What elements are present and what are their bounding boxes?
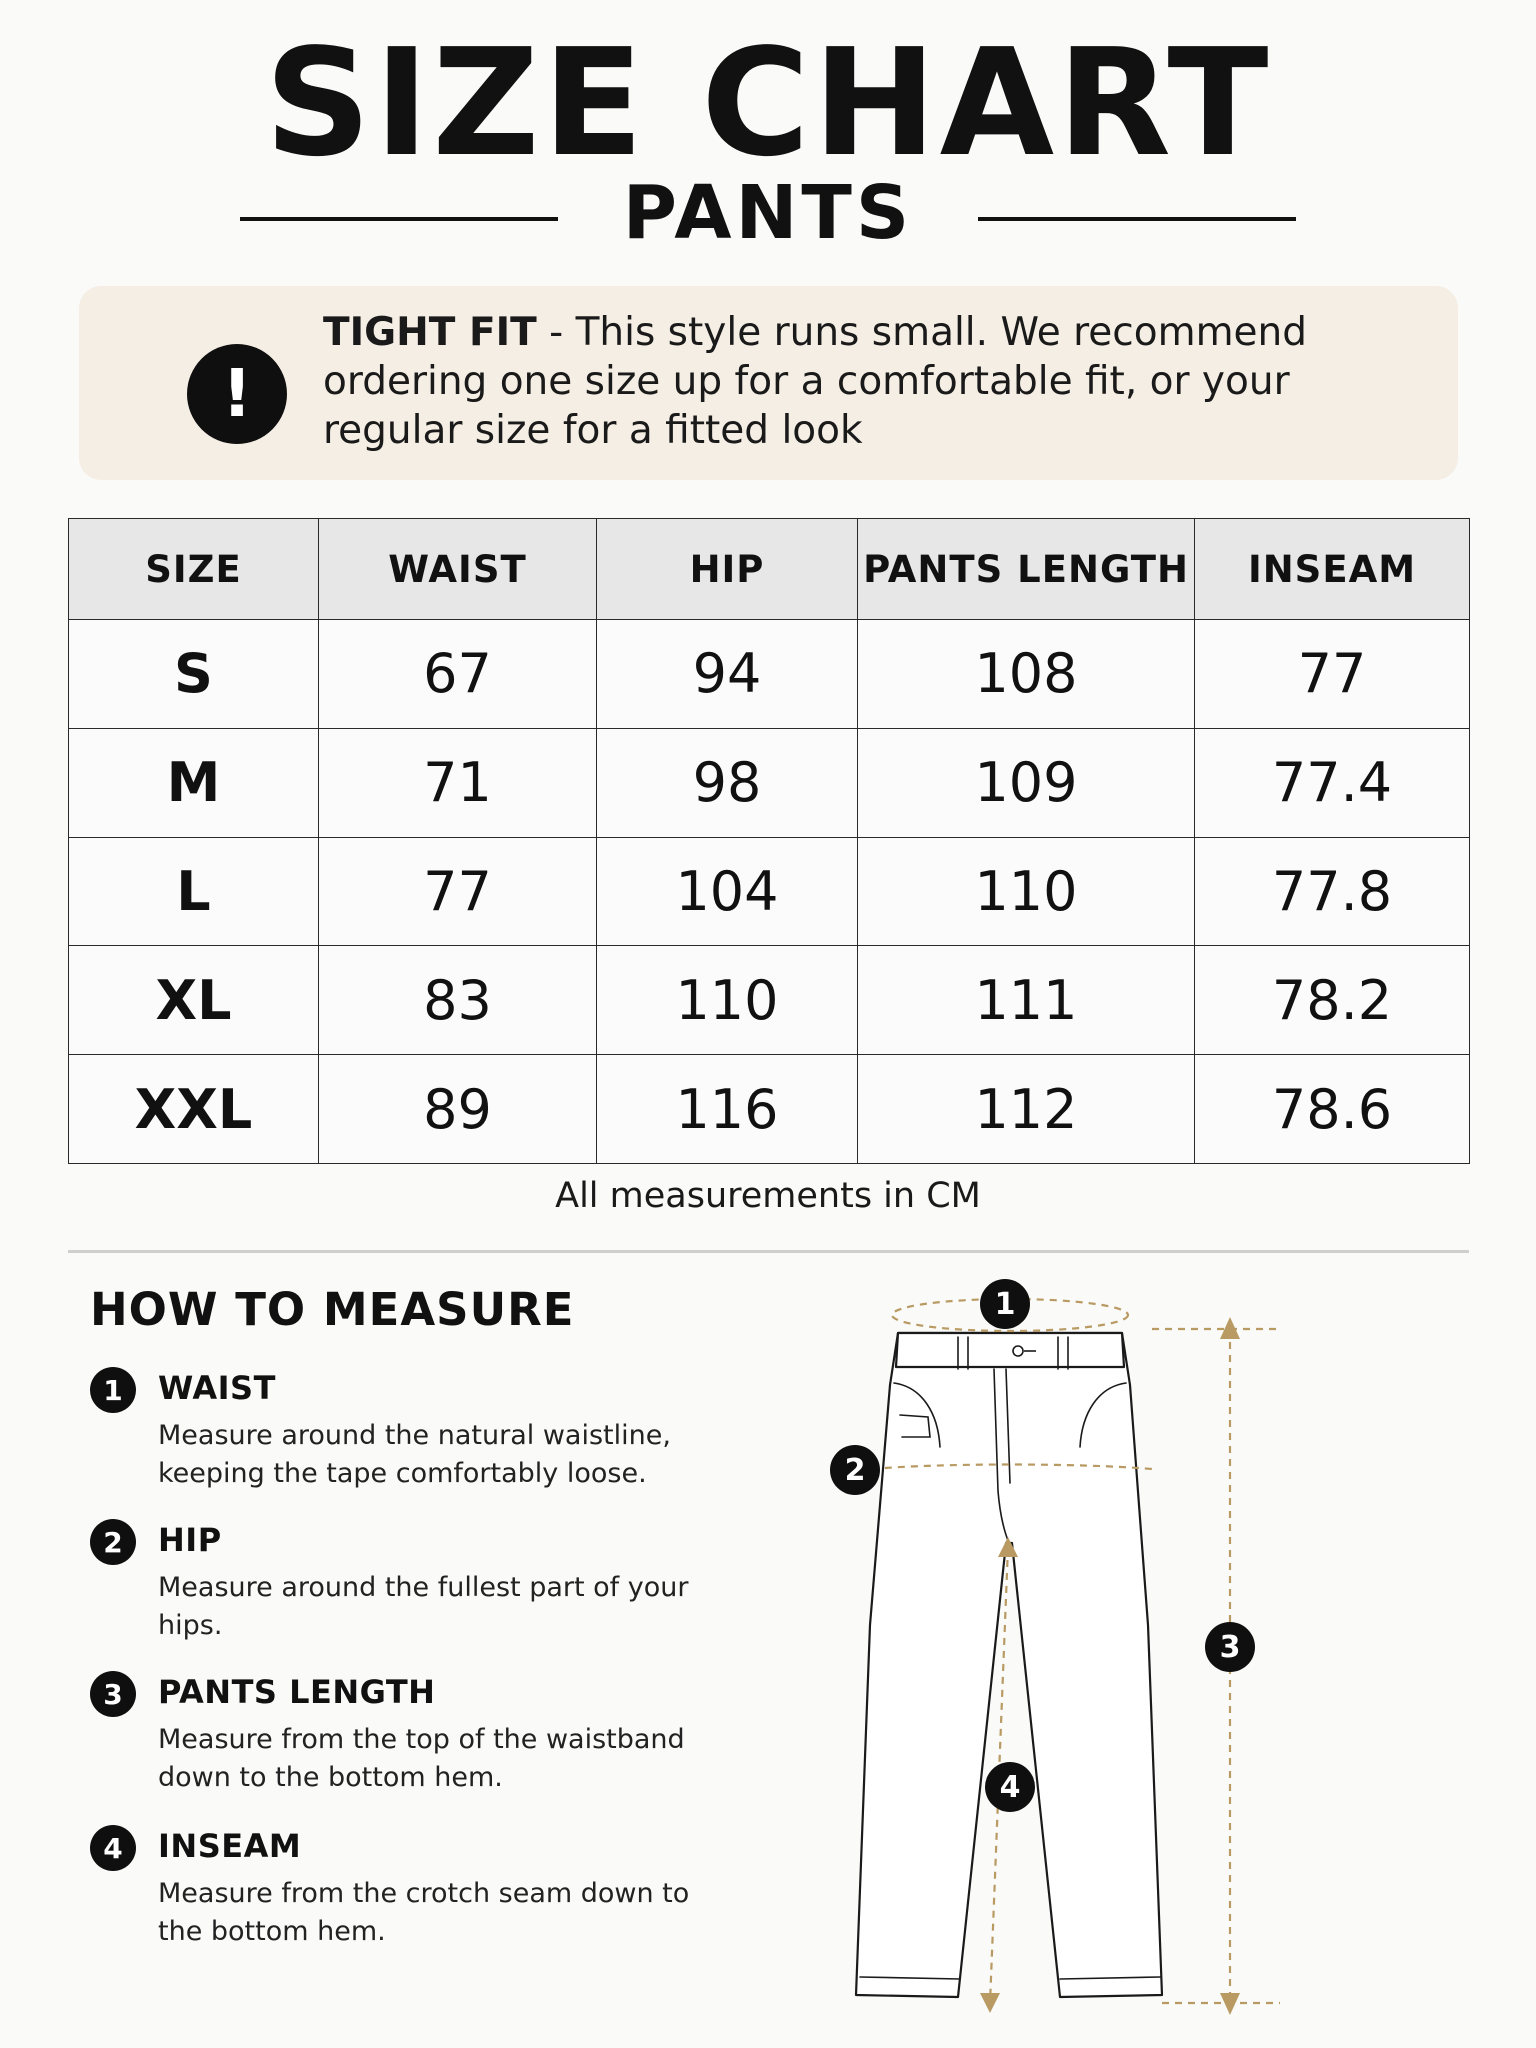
step-title: HIP <box>158 1521 222 1559</box>
size-cell: XL <box>69 946 319 1055</box>
pants-length-cell: 112 <box>858 1055 1195 1164</box>
size-cell: S <box>69 620 319 729</box>
waist-cell: 71 <box>319 728 597 837</box>
size-cell: L <box>69 837 319 946</box>
notice-text <box>323 308 1423 455</box>
notice-label: TIGHT FIT <box>323 310 537 355</box>
marker-hip: 2 <box>830 1445 880 1495</box>
hip-cell: 110 <box>597 946 858 1055</box>
column-header-size: SIZE <box>69 519 319 620</box>
hip-cell: 116 <box>597 1055 858 1164</box>
column-header-inseam: INSEAM <box>1195 519 1470 620</box>
pants-length-cell: 109 <box>858 728 1195 837</box>
marker-pants-length: 3 <box>1205 1622 1255 1672</box>
step-description: Measure around the fullest part of your hips. <box>158 1572 689 1641</box>
step-description: Measure around the natural waistline, keeping the tape comfortably loose. <box>158 1420 671 1489</box>
inseam-cell: 77.8 <box>1195 837 1470 946</box>
pants-length-cell: 108 <box>858 620 1195 729</box>
notice-body: - This style runs small. We recommend ordering one size up for a comfortable fit, or your regular size for a fitted look <box>323 310 1308 453</box>
pants-measurement-diagram <box>790 1265 1290 2025</box>
table-row <box>69 946 1470 1055</box>
pants-length-cell: 110 <box>858 837 1195 946</box>
hip-cell: 94 <box>597 620 858 729</box>
step-title: PANTS LENGTH <box>158 1673 436 1711</box>
inseam-cell: 78.6 <box>1195 1055 1470 1164</box>
table-row <box>69 728 1470 837</box>
size-table <box>68 518 1470 1164</box>
step-number-badge: 1 <box>90 1367 136 1413</box>
table-header-row <box>69 519 1470 620</box>
column-header-waist: WAIST <box>319 519 597 620</box>
page-subtitle: PANTS <box>622 170 914 256</box>
table-row <box>69 1055 1470 1164</box>
step-title: INSEAM <box>158 1827 302 1865</box>
fit-notice <box>79 286 1458 480</box>
step-number-badge: 3 <box>90 1671 136 1717</box>
waist-cell: 77 <box>319 837 597 946</box>
right-divider-line <box>978 217 1296 221</box>
step-number-badge: 2 <box>90 1519 136 1565</box>
inseam-cell: 78.2 <box>1195 946 1470 1055</box>
table-row <box>69 620 1470 729</box>
inseam-cell: 77 <box>1195 620 1470 729</box>
hip-cell: 98 <box>597 728 858 837</box>
waist-cell: 67 <box>319 620 597 729</box>
how-to-measure-title: HOW TO MEASURE <box>90 1283 575 1336</box>
section-divider <box>68 1250 1469 1253</box>
table-row <box>69 837 1470 946</box>
step-description: Measure from the crotch seam down to the bottom hem. <box>158 1878 690 1947</box>
size-cell: XXL <box>69 1055 319 1164</box>
step-number-badge: 4 <box>90 1825 136 1871</box>
waistband <box>896 1333 1124 1367</box>
marker-inseam: 4 <box>985 1762 1035 1812</box>
marker-waist: 1 <box>980 1279 1030 1329</box>
waist-cell: 83 <box>319 946 597 1055</box>
hip-cell: 104 <box>597 837 858 946</box>
page-title: SIZE CHART <box>264 17 1272 189</box>
column-header-hip: HIP <box>597 519 858 620</box>
step-title: WAIST <box>158 1369 276 1407</box>
exclamation-icon: ! <box>187 344 287 444</box>
waist-cell: 89 <box>319 1055 597 1164</box>
size-cell: M <box>69 728 319 837</box>
unit-note: All measurements in CM <box>555 1176 981 1216</box>
step-description: Measure from the top of the waistband down to the bottom hem. <box>158 1724 685 1793</box>
column-header-pants-length: PANTS LENGTH <box>858 519 1195 620</box>
pants-length-cell: 111 <box>858 946 1195 1055</box>
inseam-cell: 77.4 <box>1195 728 1470 837</box>
